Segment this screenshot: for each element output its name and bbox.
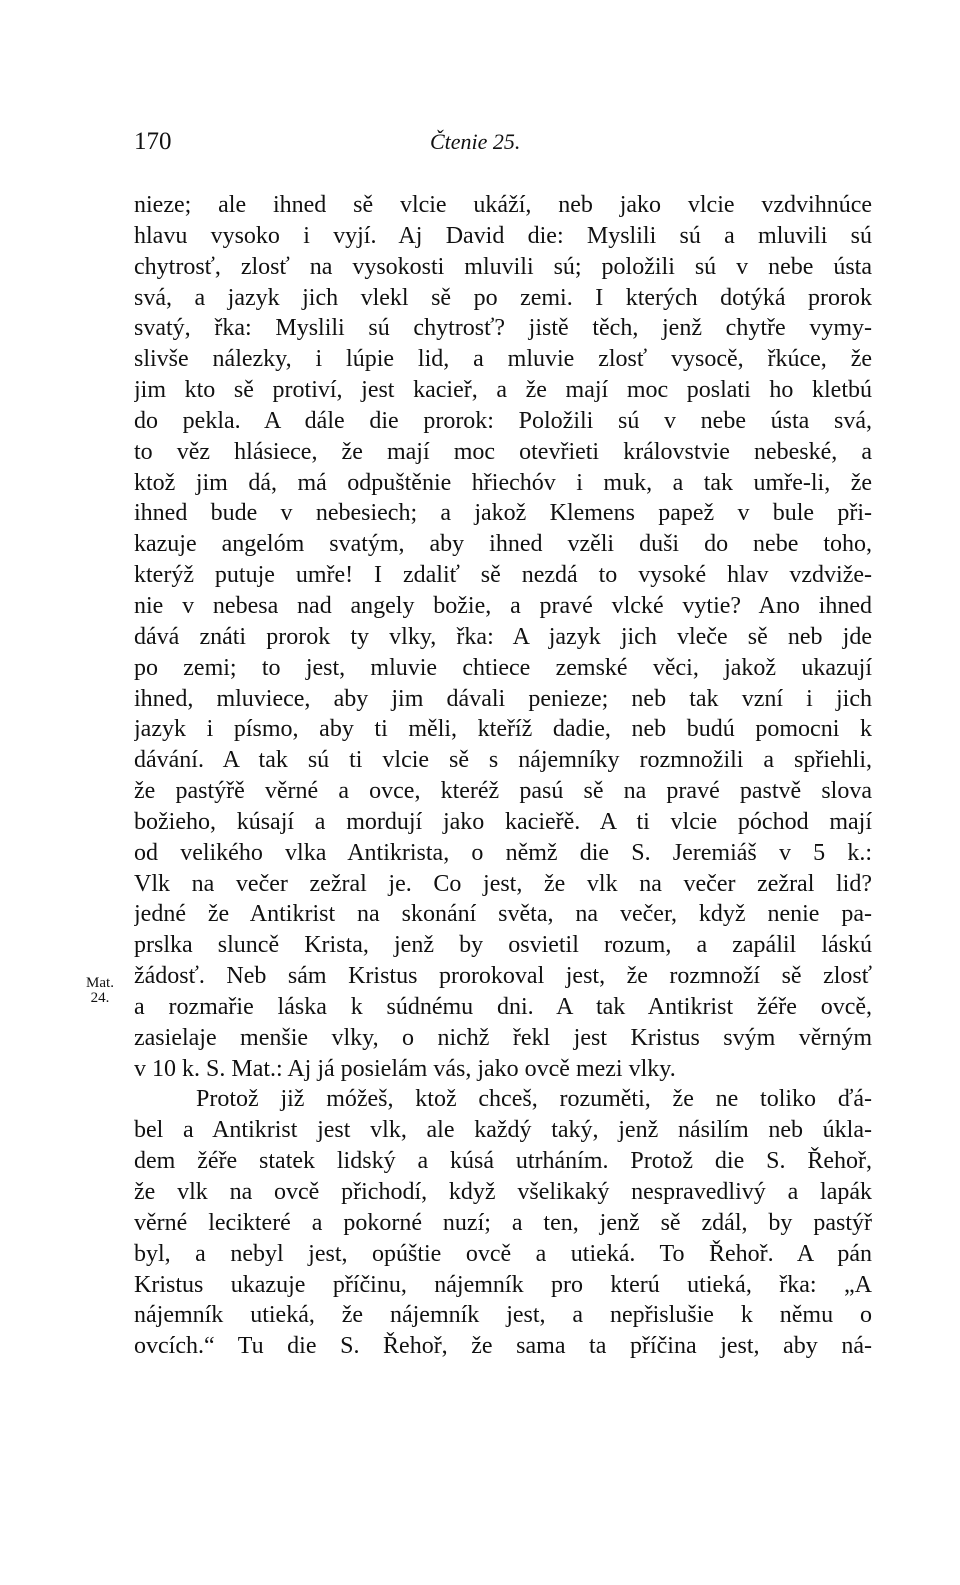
text-line: prslka sluncě Krista, jenž by osvietil rozum, a zapálil láskú <box>134 932 872 959</box>
margin-reference-chapter: 24. <box>90 990 110 1006</box>
text-line: to věz hlásiece, že mají moc otevřieti královstvie nebeské, a <box>134 438 872 465</box>
text-line: věrné lecikteré a pokorné nuzí; a ten, jenž sě zdál, by pastýř <box>134 1209 872 1236</box>
text-line: nieze; ale ihned sě vlcie ukáží, neb jako vlcie vzdvihnúce <box>134 192 872 218</box>
text-line: svá, a jazyk jich vlekl sě po zemi. I kterých dotýká prorok <box>134 284 872 311</box>
text-line: jazyk i písmo, aby ti měli, kteříž dadie, neb budú pomocni k <box>134 716 872 743</box>
text-line: do pekla. A dále die prorok: Položili sú v nebe ústa svá, <box>134 407 872 434</box>
text-line: slivše nálezky, i lúpie lid, a mluvie zlosť vysocě, řkúce, že <box>134 346 872 373</box>
text-line: zasielaje menšie vlky, o nichž řekl jest Kristus svým věrným <box>134 1024 872 1051</box>
text-line: Kristus ukazuje příčinu, nájemník pro kterú utieká, řka: „A <box>134 1271 872 1298</box>
text-line: jedné že Antikrist na skonání světa, na večer, když nenie pa- <box>134 901 872 928</box>
text-line: v 10 k. S. Mat.: Aj já posielám vás, jako ovcě mezi vlky. <box>134 1055 676 1082</box>
text-line: ovcích.“ Tu die S. Řehoř, že sama ta příčina jest, aby ná- <box>134 1333 872 1360</box>
text-line: svatý, řka: Myslili sú chytrosť? jistě těch, jenž chytře vymy- <box>134 315 872 342</box>
running-title: Čtenie 25. <box>430 129 521 154</box>
text-line: od velikého vlka Antikrista, o němž die S. Jeremiáš v 5 k.: <box>134 839 872 866</box>
text-line: bel a Antikrist jest vlk, ale každý taký, jenž násilím neb úkla- <box>134 1117 872 1144</box>
page-number: 170 <box>134 128 172 155</box>
text-line: dávání. A tak sú ti vlcie sě s nájemníky rozmnožili a spřiehli, <box>134 747 872 774</box>
text-line: ihned, mluviece, aby jim dávali penieze; neb tak vzní i jich <box>134 685 872 712</box>
margin-reference <box>78 976 122 1006</box>
text-line: hlavu vysoko i vyjí. Aj David die: Myslili sú a mluvili sú <box>134 222 872 249</box>
text-line: ktož jim dá, má odpuštěnie hřiechóv i muk, a tak umře-li, že <box>134 469 872 496</box>
text-line: že vlk na ovcě přichodí, když všelikaký nespravedlivý a lapák <box>134 1179 872 1205</box>
text-line: jim kto sě protiví, jest kacieř, a že mají moc poslati ho kletbú <box>134 377 872 404</box>
text-line: kterýž putuje umře! I zdaliť sě nezdá to vysoké hlav vzdviže- <box>134 562 872 589</box>
text-line: nie v nebesa nad angely božie, a pravé vlcké vytie? Ano ihned <box>134 592 872 619</box>
text-line: kazuje angelóm svatým, aby ihned vzěli duši do nebe toho, <box>134 531 872 558</box>
margin-reference-book: Mat. <box>86 975 114 991</box>
text-line: že pastýřě věrné a ovce, kteréž pasú sě na pravé pastvě slova <box>134 778 872 805</box>
text-line: božieho, kúsají a mordují jako kacieřě. A ti vlcie póchod mají <box>134 808 872 835</box>
text-line: ihned bude v nebesiech; a jakož Klemens papež v bule při- <box>134 500 872 527</box>
text-line: dem žéře statek lidský a kúsá utrháním. Protož die S. Řehoř, <box>134 1148 872 1175</box>
text-line: chytrosť, zlosť na vysokosti mluvili sú; položili sú v nebe ústa <box>134 253 872 280</box>
text-line: nájemník utieká, že nájemník jest, a nepřislušie k němu o <box>134 1302 872 1329</box>
body-text <box>134 190 872 1362</box>
text-line: žádosť. Neb sám Kristus prorokoval jest, že rozmnoží sě zlosť <box>134 963 872 990</box>
text-line: a rozmařie láska k súdnému dni. A tak Antikrist žéře ovcě, <box>134 993 872 1020</box>
text-line: dává znáti prorok ty vlky, řka: A jazyk jich vleče sě neb jde <box>134 623 872 650</box>
text-line: byl, a nebyl jest, opúštie ovcě a utieká. To Řehoř. A pán <box>134 1240 872 1267</box>
text-line-paragraph-start: Protož již móžeš, ktož chceš, rozuměti, že ne toliko ďá- <box>196 1086 872 1113</box>
text-line: po zemi; to jest, mluvie chtiece zemské věci, jakož ukazují <box>134 654 872 681</box>
text-line: Vlk na večer zežral je. Co jest, že vlk na večer zežral lid? <box>134 870 872 897</box>
